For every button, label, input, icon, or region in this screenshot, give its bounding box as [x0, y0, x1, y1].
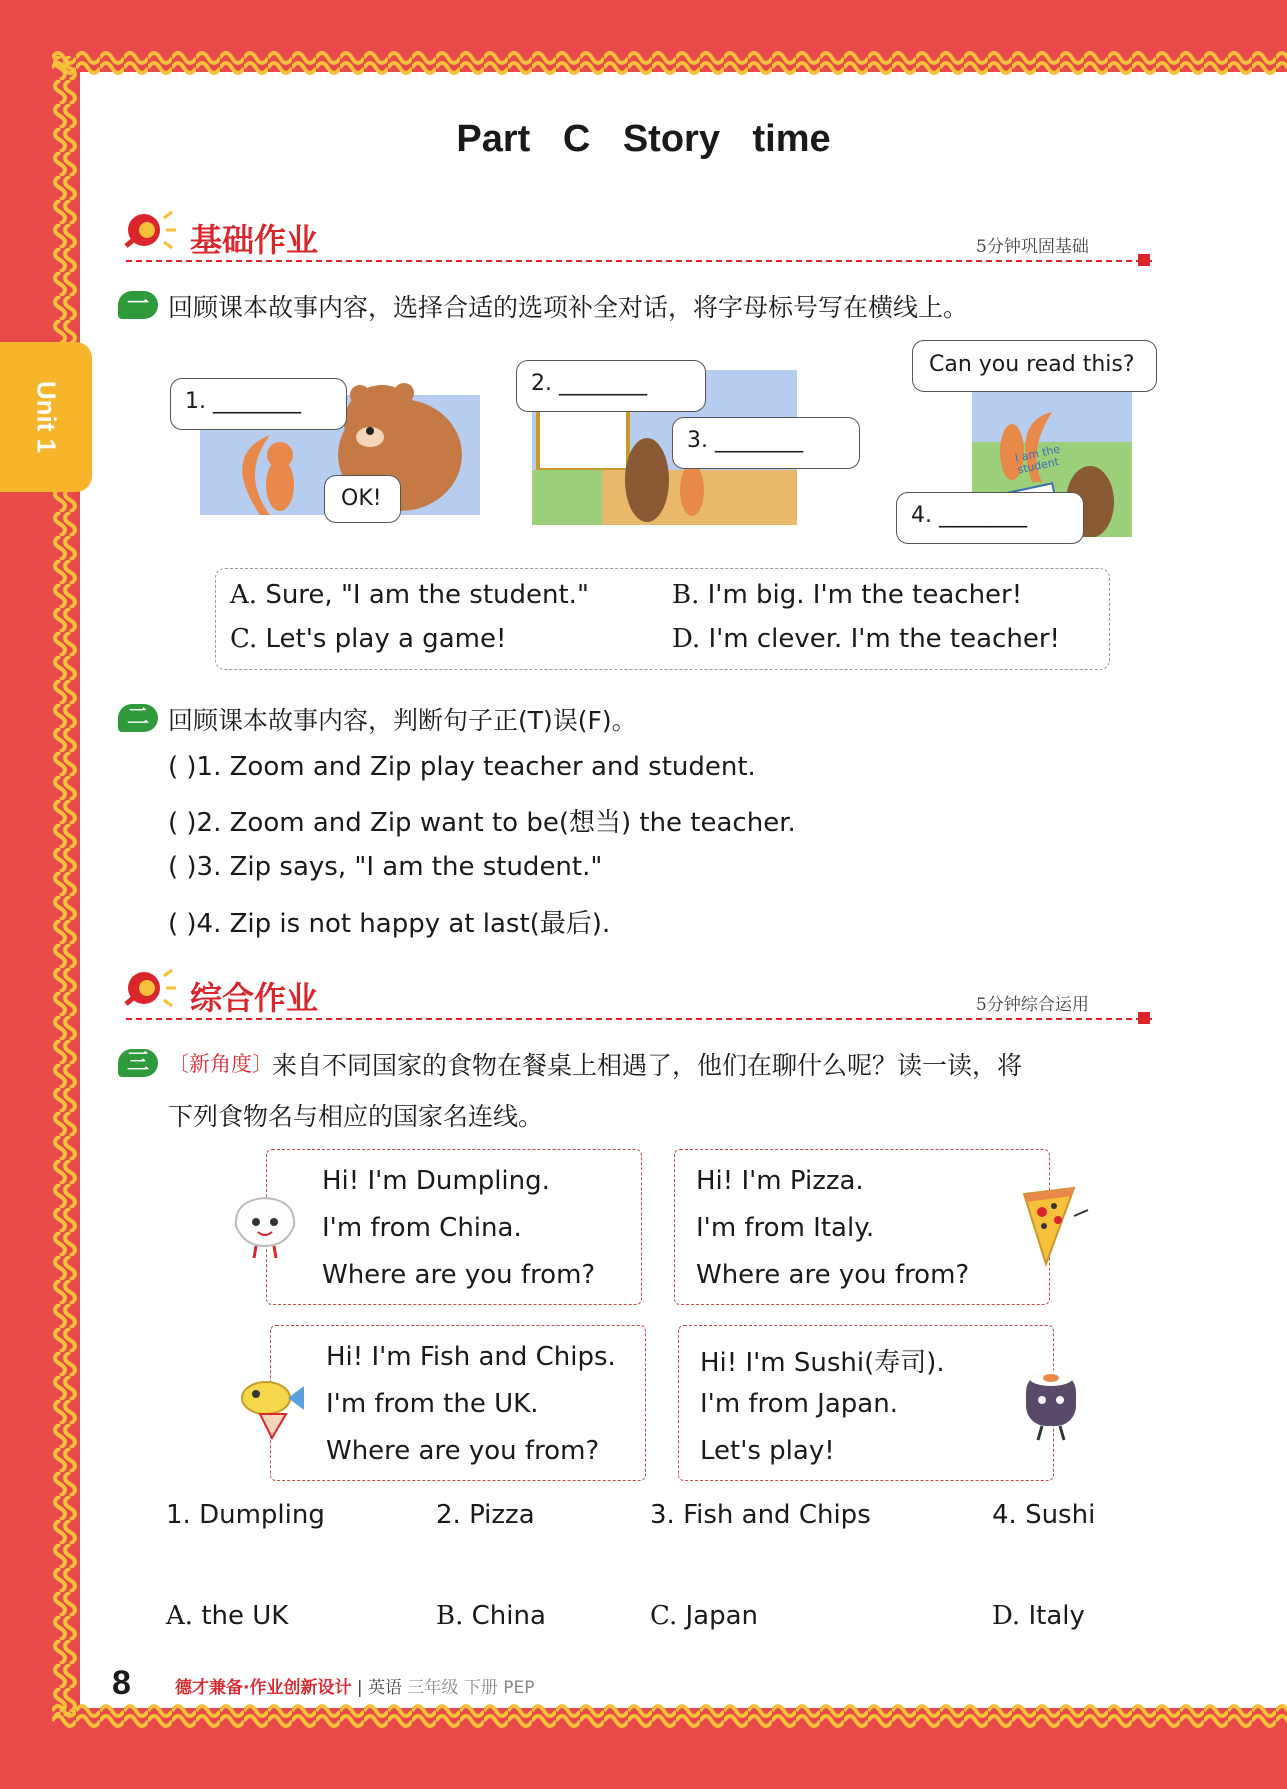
fish-and-chips-character-icon	[232, 1362, 310, 1442]
country-b: B. China	[436, 1601, 546, 1631]
food-3: 3. Fish and Chips	[650, 1500, 871, 1530]
sushi-character-icon	[1012, 1360, 1092, 1444]
option-b: B. I'm big. I'm the teacher!	[672, 580, 1023, 610]
tf-item-1: ( )1. Zoom and Zip play teacher and student.	[168, 752, 756, 782]
country-c: C. Japan	[650, 1601, 759, 1631]
speech-bubble-3: 3. ________	[672, 417, 860, 469]
card-sushi-line3: Let's play!	[700, 1436, 835, 1466]
page-title: Part C Story time	[456, 118, 831, 160]
food-4: 4. Sushi	[992, 1500, 1096, 1530]
exercise2-instruction: 回顾课本故事内容，判断句子正(T)误(F)。	[168, 706, 637, 735]
section-title-comprehensive: 综合作业	[190, 979, 319, 1017]
page-number: 8	[112, 1664, 131, 1702]
footer-text	[175, 1673, 534, 1698]
card-fish-line2: I'm from the UK.	[326, 1389, 539, 1419]
footer-edition: PEP	[503, 1678, 535, 1698]
footer-grade: 三年级	[407, 1678, 459, 1698]
footer-separator: |	[356, 1678, 363, 1698]
pizza-character-icon	[1014, 1180, 1094, 1270]
footer-series: 德才兼备·作业创新设计	[175, 1678, 352, 1698]
option-c: C. Let's play a game!	[230, 624, 507, 654]
footer-subject: 英语	[368, 1678, 403, 1698]
section-subtitle-comprehensive: 5分钟综合运用	[976, 995, 1089, 1015]
option-d: D. I'm clever. I'm the teacher!	[672, 624, 1060, 654]
card-fish-line1: Hi! I'm Fish and Chips.	[326, 1342, 616, 1372]
option-a: A. Sure, "I am the student."	[230, 580, 589, 610]
food-2: 2. Pizza	[436, 1500, 535, 1530]
bell-icon	[118, 964, 180, 1014]
card-sushi-line2: I'm from Japan.	[700, 1389, 898, 1419]
country-d: D. Italy	[992, 1601, 1085, 1631]
card-fish-line3: Where are you from?	[326, 1436, 600, 1466]
exercise3-instruction-line2: 下列食物名与相应的国家名连线。	[168, 1102, 544, 1131]
top-wave-border	[52, 44, 1287, 80]
footer-term: 下册	[463, 1678, 498, 1698]
bottom-wave-border	[52, 1697, 1287, 1733]
card-pizza-line2: I'm from Italy.	[696, 1213, 875, 1243]
dumpling-character-icon	[226, 1186, 304, 1264]
speech-bubble-1: 1. ________	[170, 378, 347, 430]
unit-tab-label: Unit 1	[31, 380, 62, 454]
tf-item-2: ( )2. Zoom and Zip want to be(想当) the teacher.	[168, 808, 796, 838]
exercise-badge-1: 一	[118, 291, 158, 319]
speech-bubble-2: 2. ________	[516, 360, 706, 412]
speech-bubble-read: Can you read this?	[912, 340, 1157, 392]
new-angle-tag: 〔新角度〕	[168, 1052, 273, 1076]
card-dumpling-line1: Hi! I'm Dumpling.	[322, 1166, 550, 1196]
section-divider	[126, 1018, 1152, 1020]
card-sushi-line1: Hi! I'm Sushi(寿司).	[700, 1348, 945, 1378]
section-divider	[126, 260, 1152, 262]
card-dumpling-line3: Where are you from?	[322, 1260, 596, 1290]
divider-end-mark	[1138, 1012, 1150, 1024]
left-wave-border	[46, 56, 82, 1716]
card-pizza-line3: Where are you from?	[696, 1260, 970, 1290]
tf-item-4: ( )4. Zip is not happy at last(最后).	[168, 909, 611, 939]
bell-icon	[118, 206, 180, 256]
speech-bubble-4: 4. ________	[896, 492, 1084, 544]
tf-item-3: ( )3. Zip says, "I am the student."	[168, 852, 603, 882]
card-pizza-line1: Hi! I'm Pizza.	[696, 1166, 864, 1196]
speech-bubble-ok: OK!	[324, 475, 401, 523]
card-dumpling-line2: I'm from China.	[322, 1213, 522, 1243]
section-title-basic: 基础作业	[190, 221, 319, 259]
exercise3-instruction-line1: 来自不同国家的食物在餐桌上相遇了，他们在聊什么呢？读一读，将	[272, 1051, 1023, 1080]
section-subtitle-basic: 5分钟巩固基础	[976, 237, 1089, 257]
exercise-badge-3: 三	[118, 1049, 158, 1077]
sign-text: I am the student	[1013, 442, 1062, 477]
food-1: 1. Dumpling	[166, 1500, 325, 1530]
divider-end-mark	[1138, 254, 1150, 266]
exercise-badge-2: 二	[118, 704, 158, 732]
exercise1-instruction: 回顾课本故事内容，选择合适的选项补全对话，将字母标号写在横线上。	[168, 293, 969, 322]
country-a: A. the UK	[166, 1601, 289, 1631]
